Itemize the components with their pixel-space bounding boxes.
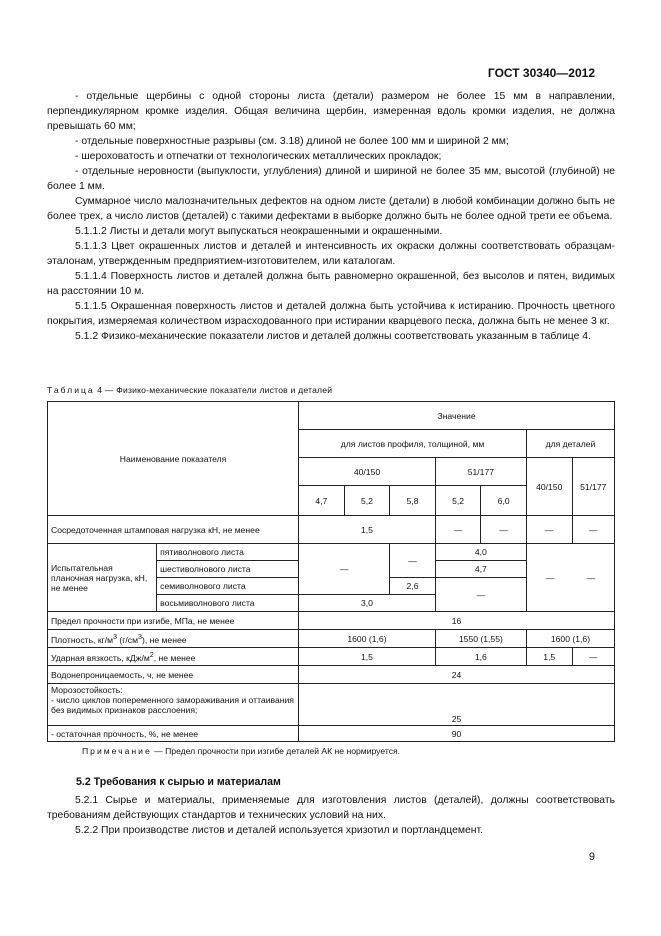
value-cell: 1,5 (299, 516, 436, 544)
row-label-text: Ударная вязкость, кДж/м (51, 652, 150, 663)
value-cell: 25 (299, 684, 615, 726)
header-51-177: 51/177 (435, 458, 526, 486)
paragraph: 5.1.2 Физико-механические показатели листов и деталей должны соответствовать указанным в таблице 4. (75, 331, 591, 342)
value-cell: — (572, 648, 615, 666)
value-cell: 1,6 (435, 648, 526, 666)
header-40-150: 40/150 (299, 458, 436, 486)
value-cell: — (390, 544, 436, 578)
note-label: Примечание (82, 746, 152, 756)
body-text-top (47, 89, 615, 344)
table-caption-text: 4 — Физико-механические показатели листов и деталей (97, 385, 333, 395)
row-label: Предел прочности при изгибе, МПа, не менее (48, 612, 299, 630)
thickness-cell: 5,8 (390, 486, 436, 516)
superscript: 3 (113, 632, 117, 641)
value-cell: — (586, 572, 596, 583)
row-label-text: , не менее (153, 652, 196, 663)
value-cell: 1600 (1,6) (526, 630, 614, 648)
value-cell: — (481, 516, 527, 544)
thickness-cell: 5,2 (344, 486, 390, 516)
thickness-cell: 4,7 (299, 486, 345, 516)
row-label (48, 648, 299, 666)
value-cell (526, 544, 614, 612)
row-label-sub: - число циклов попеременного замораживания и оттаивания без видимых признаков расслоения; (51, 695, 294, 715)
row-sublabel: восьмиволнового листа (157, 595, 299, 612)
value-cell: 4,0 (435, 544, 526, 561)
value-cell: 2,6 (390, 578, 436, 595)
section-heading: 5.2 Требования к сырью и материалам (76, 776, 281, 788)
header-name: Наименование показателя (48, 402, 299, 516)
value-cell: 1550 (1,55) (435, 630, 526, 648)
row-sublabel: пятиволнового листа (157, 544, 299, 561)
table-caption (47, 385, 332, 395)
row-label: - остаточная прочность, %, не менее (48, 726, 299, 742)
paragraph: Суммарное число малозначительных дефектов на одном листе (детали) в любой комбинации должно быть не более трех, а число листов (деталей) с такими дефектами в выборке должно быть не более одной трети ее объема. (47, 196, 615, 222)
table-caption-word: Таблица (47, 385, 95, 395)
table-note (82, 746, 400, 756)
row-label: Испытательная планочная нагрузка, кН, не менее (48, 544, 157, 612)
thickness-cell: 6,0 (481, 486, 527, 516)
value-cell: 1600 (1,6) (299, 630, 436, 648)
section-body (47, 793, 615, 838)
row-label: Сосредоточенная штамповая нагрузка кН, не менее (48, 516, 299, 544)
paragraph: 5.1.1.2 Листы и детали могут выпускаться неокрашенными и окрашенными. (75, 226, 443, 237)
paragraph: 5.1.1.5 Окрашенная поверхность листов и деталей должна быть устойчива к истиранию. Прочность цветного покрытия, измеряемая количеством израсходованного при истирании кварцевого песка, должна быть не менее 3 кг. (47, 301, 615, 327)
document-id: ГОСТ 30340—2012 (487, 66, 595, 80)
paragraph: 5.2.2 При производстве листов и деталей используется хризотил и портландцемент. (75, 825, 483, 836)
row-label: Водонепроницаемость, ч, не менее (48, 666, 299, 684)
paragraph: 5.1.1.3 Цвет окрашенных листов и деталей и интенсивность их окраски должны соответствовать образцам-эталонам, утвержденным предприятием-изготовителем, или каталогам. (47, 241, 615, 267)
row-sublabel: семиволнового листа (157, 578, 299, 595)
superscript: 2 (149, 650, 154, 659)
paragraph: 5.2.1 Сырье и материалы, применяемые для изготовления листов (деталей), должны соответствовать требованиям действующих стандартов и технических условий на них. (47, 795, 615, 821)
header-details: для деталей (526, 430, 614, 458)
page-number: 9 (588, 851, 595, 863)
value-cell: — (435, 516, 481, 544)
paragraph: - отдельные щербины с одной стороны листа (детали) размером не более 15 мм в направлении, перпендикулярном кромке изделия. Общая величина щербин, измеренная вдоль кромки изделия, не должна превышать 60 мм; (47, 91, 615, 132)
row-label-title: Морозостойкость: (51, 685, 123, 695)
value-cell: 3,0 (299, 595, 436, 612)
row-label (48, 684, 299, 726)
thickness-cell: 5,2 (435, 486, 481, 516)
value-cell: — (299, 544, 390, 595)
header-detail-40-150: 40/150 (526, 458, 572, 516)
paragraph: - отдельные поверхностные разрывы (см. 3.18) длиной не более 100 мм и шириной 2 мм; (75, 136, 509, 147)
value-cell: — (545, 572, 555, 583)
row-label-text: (г/см (117, 634, 138, 645)
paragraph: 5.1.1.4 Поверхность листов и деталей должна быть равномерно окрашенной, без высолов и пятен, видимых на расстоянии 10 м. (47, 271, 615, 297)
header-detail-51-177: 51/177 (572, 458, 615, 516)
paragraph: - шероховатость и отпечатки от технологических металлических прокладок; (75, 151, 442, 162)
value-cell: — (435, 578, 526, 612)
value-cell: — (526, 516, 572, 544)
row-label-text: Плотность, кг/м (51, 634, 114, 645)
value-cell: 4,7 (435, 561, 526, 578)
paragraph: - отдельные неровности (выпуклости, углубления) длиной и шириной не более 35 мм, высотой (глубиной) не более 1 мм. (47, 166, 615, 192)
note-text: — Предел прочности при изгибе деталей АК не нормируется. (151, 746, 401, 756)
value-cell: 1,5 (526, 648, 572, 666)
properties-table (47, 401, 615, 742)
header-value: Значение (299, 402, 615, 430)
value-cell: 24 (299, 666, 615, 684)
header-profile: для листов профиля, толщиной, мм (299, 430, 527, 458)
row-label-text: ), не менее (141, 634, 187, 645)
value-cell: 90 (299, 726, 615, 742)
value-cell: 16 (299, 612, 615, 630)
value-cell: — (572, 516, 615, 544)
row-sublabel: шестиволнового листа (157, 561, 299, 578)
value-cell: 1,5 (299, 648, 436, 666)
superscript: 3 (137, 632, 142, 641)
row-label (48, 630, 299, 648)
